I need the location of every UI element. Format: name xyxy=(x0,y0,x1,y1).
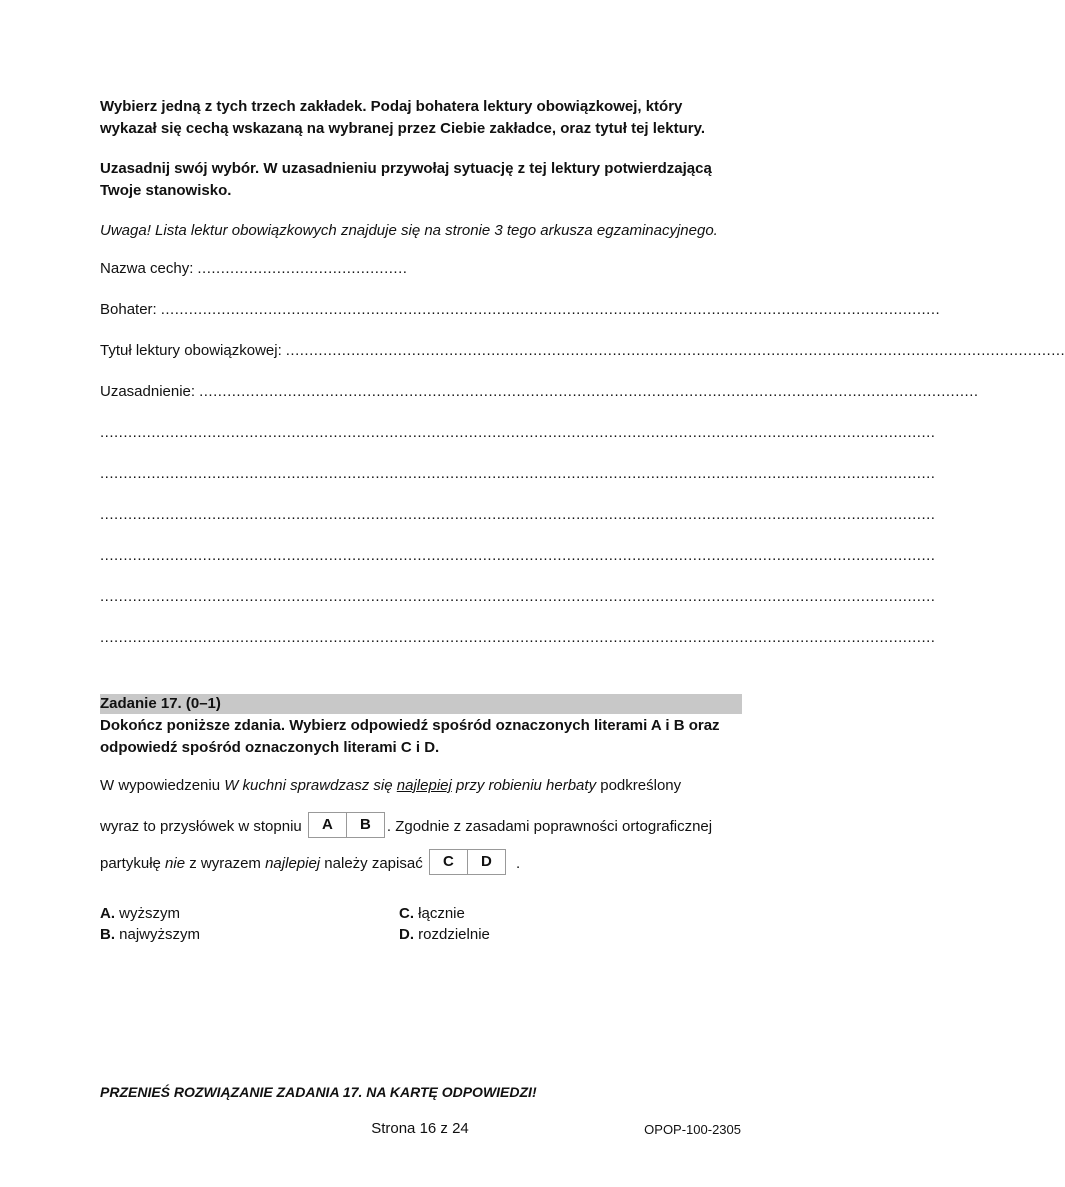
task17-body xyxy=(100,715,742,759)
answer-line[interactable]: ................................................................................................................................................................................... xyxy=(100,547,936,564)
options-column-cd xyxy=(399,903,490,945)
answer-box-cd[interactable] xyxy=(429,849,506,875)
instruction-paragraph-2: Uzasadnij swój wybór. W uzasadnieniu przywołaj sytuację z tej lektury potwierdzającą Twoje stanowisko. xyxy=(100,160,712,199)
answer-box-ab[interactable] xyxy=(308,812,385,838)
option-d-cell[interactable]: D xyxy=(467,850,505,874)
answer-line[interactable]: ................................................................................................................................................................................... xyxy=(100,506,936,523)
option-b-cell[interactable]: B xyxy=(346,813,384,837)
task17-header: Zadanie 17. (0–1) xyxy=(100,694,742,714)
justification-field[interactable] xyxy=(100,383,979,424)
option-a-cell[interactable]: A xyxy=(322,816,333,833)
underlined-word: najlepiej xyxy=(396,777,452,794)
option-c-cell[interactable]: C xyxy=(442,853,454,870)
sentence-line-1 xyxy=(100,777,760,794)
title-field[interactable] xyxy=(100,342,1065,383)
sentence-italic: najlepiej xyxy=(265,854,321,872)
exam-code: OPOP-100-2305 xyxy=(644,1122,741,1137)
title-label: Tytuł lektury obowiązkowej: xyxy=(100,342,282,359)
options-column-ab xyxy=(100,903,200,945)
answer-line[interactable]: ................................................................................................................................................................................... xyxy=(100,629,936,646)
sentence-text: partykułę xyxy=(100,854,166,872)
sentence-text: wyraz to przysłówek w stopniu xyxy=(100,817,302,835)
trait-label: Nazwa cechy: xyxy=(100,260,194,277)
task16-continuation xyxy=(100,96,1065,670)
sentence-italic: W kuchni sprawdzasz się xyxy=(224,777,397,794)
transfer-note: PRZENIEŚ ROZWIĄZANIE ZADANIA 17. NA KARTĘ ODPOWIEDZI! xyxy=(100,1084,537,1100)
note-paragraph: Uwaga! Lista lektur obowiązkowych znajduje się na stronie 3 tego arkusza egzaminacyjnego. xyxy=(100,222,718,239)
option-d[interactable]: D. rozdzielnie xyxy=(399,926,490,943)
sentence-text: W wypowiedzeniu xyxy=(100,777,225,794)
task17-instruction: Dokończ poniższe zdania. Wybierz odpowiedź spośród oznaczonych literami A i B oraz odpowiedź spośród oznaczonych literami C i D. xyxy=(100,717,720,756)
justification-label: Uzasadnienie: xyxy=(100,383,196,400)
sentence-text: . xyxy=(516,854,521,872)
answer-line[interactable]: ................................................................................................................................................................................... xyxy=(100,424,936,441)
answer-line[interactable]: ................................................................................................................................................................................... xyxy=(100,588,936,605)
hero-label: Bohater: xyxy=(100,301,157,318)
sentence-text: . Zgodnie z zasadami poprawności ortograficznej xyxy=(386,817,713,835)
trait-answer-line[interactable]: ............................................. xyxy=(197,260,408,277)
trait-field[interactable] xyxy=(100,260,742,301)
page-number: Strona 16 z 24 xyxy=(371,1120,469,1137)
justification-answer-line[interactable]: ....................................................................................................................................................................... xyxy=(199,383,979,400)
option-b[interactable]: B. najwyższym xyxy=(100,926,201,943)
title-answer-line[interactable]: ....................................................................................................................................................................... xyxy=(285,342,1065,359)
option-a[interactable]: A. wyższym xyxy=(100,905,180,922)
hero-answer-line[interactable]: ....................................................................................................................................................................... xyxy=(160,301,941,318)
sentence-line-3 xyxy=(100,851,760,877)
hero-field[interactable] xyxy=(100,301,941,342)
sentence-italic: przy robieniu herbaty xyxy=(451,777,597,794)
instruction-paragraph-1: Wybierz jedną z tych trzech zakładek. Podaj bohatera lektury obowiązkowej, który wykazał się cechą wskazaną na wybranej przez Ciebie zakładce, oraz tytuł tej lektury. xyxy=(100,98,705,137)
sentence-italic: nie xyxy=(165,854,186,872)
sentence-line-2 xyxy=(100,814,760,840)
sentence-text: z wyrazem xyxy=(185,854,266,872)
option-c[interactable]: C. łącznie xyxy=(399,905,465,922)
sentence-text: podkreślony xyxy=(596,777,682,794)
answer-line[interactable]: ................................................................................................................................................................................... xyxy=(100,465,936,482)
sentence-text: należy zapisać xyxy=(320,854,423,872)
